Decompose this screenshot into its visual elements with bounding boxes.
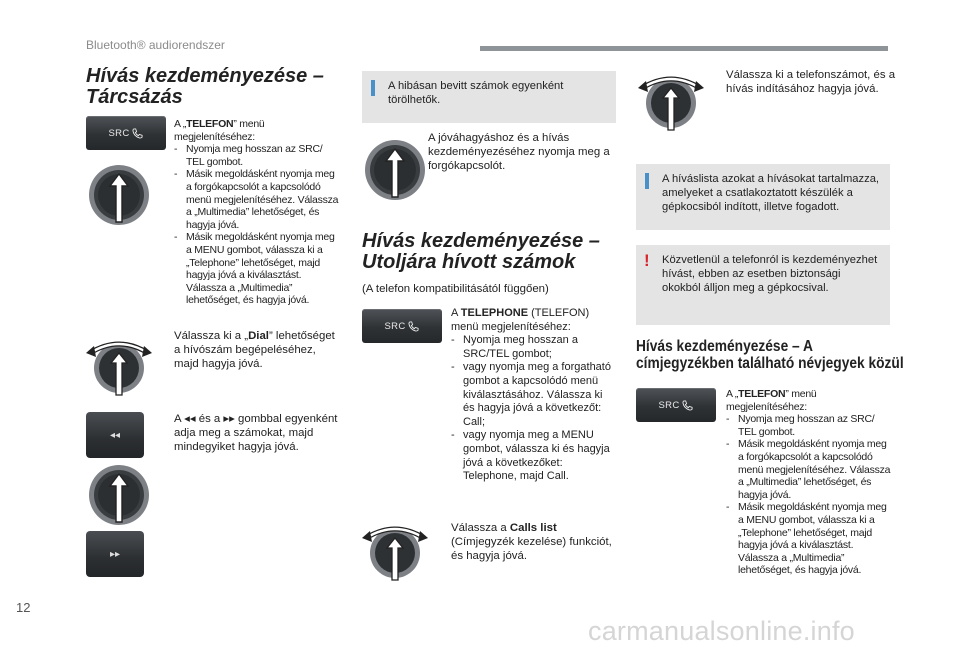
section-title-dialing: Hívás kezdeményezése – Tárcsázás bbox=[86, 65, 324, 109]
rotary-knob-select-number[interactable] bbox=[636, 68, 706, 138]
phone-icon bbox=[682, 400, 693, 411]
col2-bullet-1: - Nyomja meg hosszan a SRC/TEL gombot; bbox=[463, 334, 578, 360]
info-icon bbox=[645, 173, 649, 189]
col3-bullet-3: - Másik megoldásként nyomja meg a MENU gombot, válassza ki a „Telephone” lehetőséget, majd hagyja jóvá a kiválasztást. Válassza a „Multimedia” lehetőséget, és hagyja jóvá. bbox=[738, 501, 887, 577]
col3-bullet-1: - Nyomja meg hosszan az SRC/ TEL gombot. bbox=[738, 413, 875, 438]
seek-back-button[interactable] bbox=[86, 412, 144, 458]
col1-bullet-1: - Nyomja meg hosszan az SRC/ TEL gombot. bbox=[186, 143, 323, 168]
src-label: SRC bbox=[108, 127, 130, 139]
watermark-text: carmanualsonline.info bbox=[588, 616, 855, 646]
rotary-knob-rotate[interactable] bbox=[84, 333, 154, 403]
section-title-contacts: Hívás kezdeményezése – A címjegyzékben található névjegyek közül bbox=[636, 338, 904, 372]
page-number: 12 bbox=[16, 600, 31, 615]
col3-bullet-2: - Másik megoldásként nyomja meg a forgókapcsolót a kapcsolódó menü megjelenítéséhez. Válassza a „Multimedia” lehetőséget, és hagyja jóvá. bbox=[738, 438, 891, 501]
info-icon bbox=[371, 80, 375, 96]
warning-box-stop-vehicle: ! Közvetlenül a telefonról is kezdeményezhet hívást, ebben az esetben biztonsági okokból álljon meg a gépkocsival. bbox=[636, 245, 890, 325]
phone-icon bbox=[132, 128, 143, 139]
rotary-knob-confirm[interactable] bbox=[84, 460, 154, 530]
confirm-instruction: A jóváhagyáshoz és a hívás kezdeményezéséhez nyomja meg a forgókapcsolót. bbox=[428, 132, 610, 172]
phone-icon bbox=[408, 321, 419, 332]
seek-instruction: A ◂◂ és a ▸▸ gombbal egyenként adja meg a számokat, majd mindegyiket hagyja jóvá. bbox=[174, 413, 338, 453]
page-header-title: Bluetooth® audiorendszer bbox=[86, 38, 225, 52]
col2-bullet-2: - vagy nyomja meg a forgatható gombot a kapcsolódó menü kiválasztásához. Válassza ki és hagyja jóvá a következőt: Call; bbox=[463, 361, 611, 428]
col3-intro-text: A „TELEFON” menü megjelenítéséhez: - Nyomja meg hosszan az SRC/ TEL gombot. - Másik megoldásként nyomja meg a forgókapcsolót a kapcsolódó menü megjelenítéséhez. Válassza a „Multimedia” lehetőséget, és hagyja jóvá. - Másik megoldásként nyomja meg a MENU gombot, válassza ki a „Telephone” lehetőséget, majd hagyja jóvá a kiválasztást. Válassza a „Multimedia” lehetőséget, és hagyja jóvá. bbox=[726, 388, 892, 577]
rotary-knob-calls-list[interactable] bbox=[360, 518, 430, 588]
select-number-instruction: Válassza ki a telefonszámot, és a hívás indításához hagyja jóvá. bbox=[726, 69, 896, 95]
src-tel-button-3[interactable]: SRC bbox=[636, 388, 716, 422]
col1-bullet-2: - Másik megoldásként nyomja meg a forgókapcsolót a kapcsolódó menü megjelenítéséhez. Válassza a „Multimedia” lehetőséget, és hagyja jóvá. bbox=[186, 168, 339, 231]
col1-bullet-3: - Másik megoldásként nyomja meg a MENU gombot, válassza ki a „Telephone” lehetőséget, majd hagyja jóvá a kiválasztást. Válassza a „Multimedia” lehetőséget, és hagyja jóvá. bbox=[186, 231, 335, 307]
seek-forward-button[interactable] bbox=[86, 531, 144, 577]
info-box-call-list: A híváslista azokat a hívásokat tartalmazza, amelyeket a csatlakoztatott készülék a gépkocsiból indított, illetve fogadott. bbox=[636, 164, 890, 230]
warning-icon: ! bbox=[644, 251, 650, 270]
section-title-recent-calls: Hívás kezdeményezése – Utoljára hívott számok bbox=[362, 230, 600, 274]
calls-list-instruction: Válassza a Calls list (Címjegyzék kezelése) funkciót, és hagyja jóvá. bbox=[451, 522, 612, 562]
header-divider-bar bbox=[480, 46, 888, 51]
rewind-icon: ◂◂ bbox=[109, 429, 121, 441]
col2-bullet-3: - vagy nyomja meg a MENU gombot, válassza ki és hagyja jóvá a következőket: Telephone, majd Call. bbox=[463, 429, 610, 483]
rotary-knob-call[interactable] bbox=[360, 135, 430, 205]
compatibility-note: (A telefon kompatibilitásától függően) bbox=[362, 283, 549, 295]
fast-forward-icon: ▸▸ bbox=[109, 548, 121, 560]
col2-intro-text: A TELEPHONE (TELEFON) menü megjelenítéséhez: - Nyomja meg hosszan a SRC/TEL gombot; - vagy nyomja meg a forgatható gombot a kapcsolódó menü kiválasztásához. Válassza ki és hagyja jóvá a következőt: Call; - vagy nyomja meg a MENU gombot, válassza ki és hagyja jóvá a következőket: Telephone, majd Call. bbox=[451, 307, 617, 484]
dial-instruction: Válassza ki a „Dial” lehetőséget a hívószám begépeléséhez, majd hagyja jóvá. bbox=[174, 330, 335, 370]
col1-intro-text: A „TELEFON” menü megjelenítéséhez: - Nyomja meg hosszan az SRC/ TEL gombot. - Másik megoldásként nyomja meg a forgókapcsolót a kapcsolódó menü megjelenítéséhez. Válassza a „Multimedia” lehetőséget, és hagyja jóvá. - Másik megoldásként nyomja meg a MENU gombot, válassza ki a „Telephone” lehetőséget, majd hagyja jóvá a kiválasztást. Válassza a „Multimedia” lehetőséget, és hagyja jóvá. bbox=[174, 118, 342, 307]
rotary-knob-press[interactable] bbox=[84, 160, 154, 230]
src-tel-button-2[interactable]: SRC bbox=[362, 309, 442, 343]
info-box-delete-digits: A hibásan bevitt számok egyenként törölhetők. bbox=[362, 71, 616, 123]
src-tel-button[interactable] bbox=[86, 116, 166, 150]
